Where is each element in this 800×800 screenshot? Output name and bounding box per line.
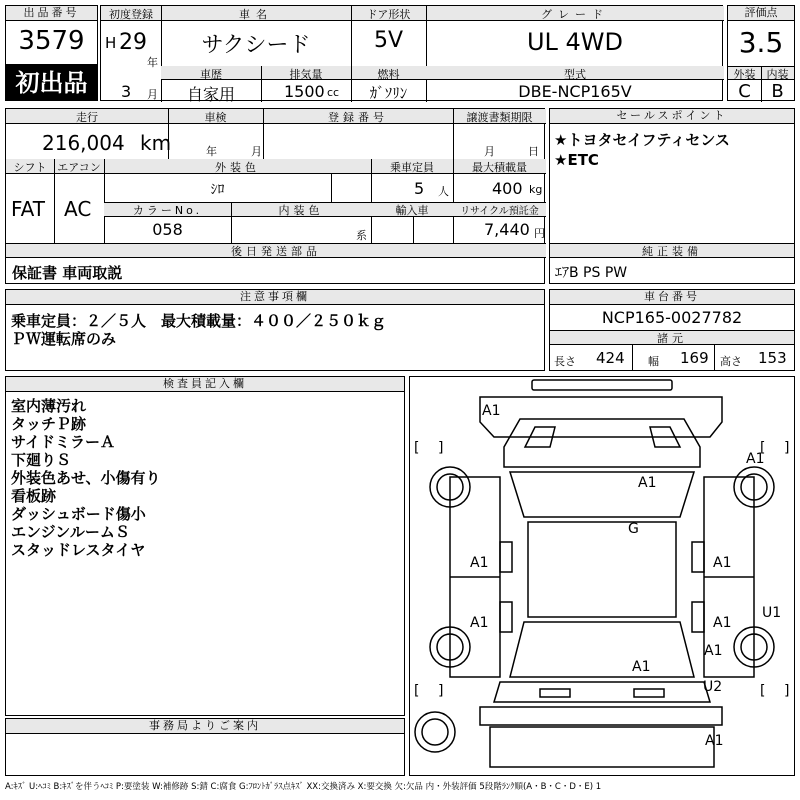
lot-number: 3579 <box>18 26 85 56</box>
displacement: 1500 <box>284 82 325 101</box>
inspector-line: ダッシュボード傷小 <box>11 505 146 523</box>
bracket-mark: [ <box>760 440 766 456</box>
color-number: 058 <box>152 220 183 239</box>
vehicle-details-table: 走行 車検 登録番号 譲渡書類期限 216,004 km 年 月 月 日 シフト エアコン 外装色 乗車定員 最大積載量 FAT AC ｼﾛ 5 人 400 kg カラーNo. 内装色 輸入車 リサイクル預託金 058 系 7,440 円 後日発送部品 保証書 車両取説 <box>5 108 545 284</box>
selling-points-label: セールスポイント <box>550 109 794 124</box>
model-code: DBE-NCP165V <box>518 82 632 101</box>
car-name: サクシード <box>201 33 311 58</box>
exterior-color: ｼﾛ <box>210 182 225 198</box>
car-outline-svg <box>410 377 794 775</box>
header-table: 初度登録 車名 ドア形状 グレード H 29 年 サクシード 5V UL 4WD 車歴 排気量 燃料 型式 3 月 自家用 1500 cc ｶﾞｿﾘﾝ DBE-NCP165V <box>100 5 723 101</box>
recycle-fee: 7,440 <box>484 220 530 239</box>
damage-mark: A1 <box>632 659 651 675</box>
score-box <box>727 5 795 101</box>
later-parts-label: 後日発送部品 <box>231 245 321 258</box>
bracket-mark: [ <box>760 683 766 699</box>
fuel: ｶﾞｿﾘﾝ <box>369 84 408 102</box>
bracket-mark: ] <box>784 440 790 456</box>
exterior-score: C <box>738 81 751 102</box>
inspector-line: 看板跡 <box>11 487 57 505</box>
int-label: 内装 <box>766 68 789 81</box>
door-type: 5V <box>373 28 404 53</box>
legend: A:ｷｽﾞ U:ﾍｺﾐ B:ｷｽﾞを伴うﾍｺﾐ P:要塗装 W:補修跡 S:錆 C:腐食 G:ﾌﾛﾝﾄｶﾞﾗｽ点ｷｽﾞ XX:交換済み X:要交換 欠:欠品 内・外装評価 5段階ﾗﾝｸ順(A・B・C・D・E) 1 <box>5 782 602 792</box>
capacity: 5 <box>414 179 425 198</box>
damage-mark: A1 <box>746 451 765 467</box>
damage-mark: A1 <box>470 555 489 571</box>
equipment-label: 純正装備 <box>642 245 702 258</box>
aircon: AC <box>64 197 92 221</box>
damage-mark: A1 <box>482 403 501 419</box>
max-load: 400 <box>492 179 523 198</box>
selling-points-box <box>549 108 795 284</box>
transfer-label: 譲渡書類期限 <box>466 111 533 124</box>
inspector-line: 下廻りＳ <box>11 451 72 469</box>
mileage: 216,004 <box>42 131 125 155</box>
chassis-box: 車台番号 NCP165-0027782 諸元 長さ 424 幅 169 高さ 153 <box>549 289 795 371</box>
inspection-label: 車検 <box>204 111 227 124</box>
bracket-mark: ] <box>438 440 444 456</box>
history-label: 車歴 <box>200 68 222 81</box>
inspector-line: 外装色あせ、小傷有り <box>11 469 161 487</box>
mileage-label: 走行 <box>76 111 98 124</box>
inspector-line: 室内薄汚れ <box>11 397 87 415</box>
color-label: 外装色 <box>215 161 260 174</box>
notes-box <box>5 289 545 371</box>
score: 3.5 <box>738 26 784 59</box>
displacement-label: 排気量 <box>289 68 323 81</box>
damage-mark: A1 <box>704 643 723 659</box>
history: 自家用 <box>186 85 235 104</box>
note-line: 乗車定員：２／５人 最大積載量：４００／２５０ｋｇ <box>11 312 387 330</box>
shift-label: シフト <box>13 161 47 174</box>
score-label: 評価点 <box>728 6 794 21</box>
first-reg-year: 29 <box>119 30 147 55</box>
damage-mark: A1 <box>713 555 732 571</box>
notes-label: 注意事項欄 <box>6 290 544 305</box>
spec-label: 諸元 <box>657 332 687 345</box>
width: 169 <box>680 349 709 367</box>
inspector-box <box>5 376 405 716</box>
bracket-mark: ] <box>438 683 444 699</box>
office-label: 事務局よりご案内 <box>6 719 404 734</box>
later-parts: 保証書 車両取説 <box>12 264 123 282</box>
damage-mark: A1 <box>705 733 724 749</box>
first-reg-label: 初度登録 <box>109 8 153 21</box>
inspector-line: エンジンルームＳ <box>11 523 130 541</box>
fuel-label: 燃料 <box>377 68 400 81</box>
length: 424 <box>596 349 625 367</box>
model-label: 型式 <box>564 68 586 81</box>
chassis-number: NCP165-0027782 <box>601 308 743 327</box>
first-listing-badge: 初出品 <box>5 65 98 101</box>
int-color-label: 内装色 <box>278 204 324 217</box>
inspector-line: スタッドレスタイヤ <box>11 541 146 559</box>
damage-mark: A1 <box>638 475 657 491</box>
recycle-label: リサイクル預託金 <box>460 206 539 217</box>
ext-label: 外装 <box>733 68 756 81</box>
color-no-label: カラーNo. <box>132 204 203 217</box>
damage-mark: G <box>628 521 639 537</box>
inspector-label: 検査員記入欄 <box>6 377 404 392</box>
capacity-label: 乗車定員 <box>390 161 434 174</box>
shift: FAT <box>11 197 46 221</box>
selling-point: ★ETC <box>554 151 599 169</box>
damage-mark: A1 <box>470 615 489 631</box>
interior-score: B <box>771 81 784 102</box>
bracket-mark: [ <box>414 440 420 456</box>
damage-mark: U1 <box>762 605 782 621</box>
damage-mark: U2 <box>703 679 723 695</box>
equipment: ｴｱB PS PW <box>555 265 628 281</box>
office-box <box>5 718 405 776</box>
car-name-label: 車名 <box>239 8 273 21</box>
inspector-line: タッチＰ跡 <box>11 415 87 433</box>
inspector-line: サイドミラーＡ <box>11 433 115 451</box>
ac-label: エアコン <box>57 161 101 174</box>
bracket-mark: ] <box>784 683 790 699</box>
reg-no-label: 登録番号 <box>328 111 388 124</box>
lot-number-label: 出品番号 <box>6 6 97 21</box>
load-label: 最大積載量 <box>472 161 527 174</box>
car-diagram <box>409 376 795 776</box>
first-reg-month: 3 <box>121 82 132 101</box>
import-label: 輸入車 <box>395 204 429 217</box>
grade-label: グレード <box>541 8 609 21</box>
bracket-mark: [ <box>414 683 420 699</box>
selling-point: ★トヨタセイフティセンス <box>554 131 730 149</box>
era: H <box>105 34 117 52</box>
lot-number-box <box>5 5 98 65</box>
note-line: ＰＷ運転席のみ <box>11 330 117 348</box>
damage-mark: A1 <box>713 615 732 631</box>
grade: UL 4WD <box>526 28 624 56</box>
chassis-label: 車台番号 <box>550 290 794 305</box>
door-label: ドア形状 <box>366 8 411 21</box>
height: 153 <box>758 349 787 367</box>
